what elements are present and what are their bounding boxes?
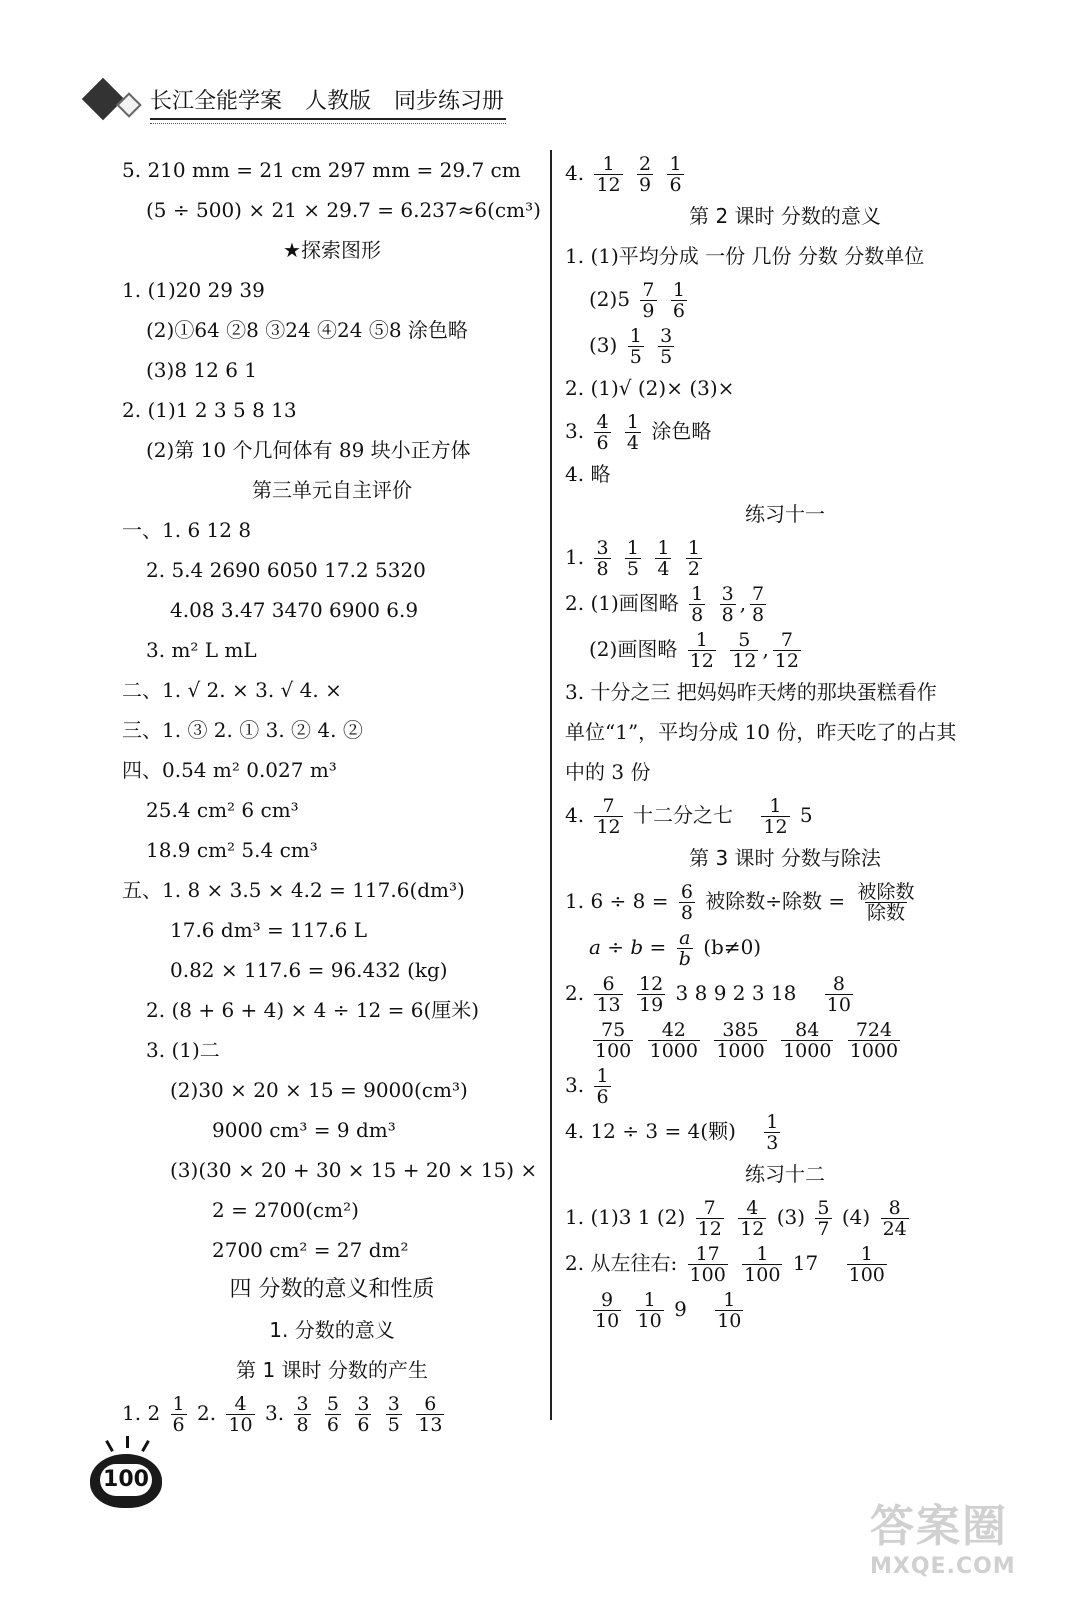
answer-line: 2. (1)√ (2)× (3)× [565,376,735,400]
answer-line: 4.08 3.47 3470 6900 6.9 [170,598,419,622]
watermark-url: MXQE.COM [870,1554,1016,1579]
answer-line: 一、1. 6 12 8 [122,518,252,542]
fraction: $\frac{6}{13}$ [596,973,621,1016]
fraction: $\frac{75}{100}$ [595,1019,632,1062]
answer-line: 2. 5.4 2690 6050 17.2 5320 [146,558,426,582]
fraction: $\frac{5}{6}$ [326,1393,339,1436]
answer-line: 二、1. √ 2. × 3. √ 4. × [122,678,342,702]
answer-line-fractions: (2)画图略 $\frac{1}{12}$ $\frac{5}{12}$ , $\frac{7}{12}$ [589,629,799,672]
fraction: $\frac{1}{6}$ [596,1065,609,1108]
answer-line: (3)(30 × 20 + 30 × 15 + 20 × 15) × [170,1158,538,1182]
fraction: $\frac{1}{6}$ [672,279,685,322]
fraction: $\frac{1}{12}$ [689,629,714,672]
answer-line-fractions: a ÷ b = $\frac{a}{b}$ (b≠0) [589,927,762,970]
fraction: $\frac{1}{10}$ [717,1289,742,1332]
fraction: $\frac{1}{100}$ [744,1243,781,1286]
fraction: $\frac{7}{12}$ [596,795,621,838]
fraction: $\frac{a}{b}$ [678,927,691,970]
fraction: $\frac{1}{3}$ [766,1111,779,1154]
fraction: $\frac{1}{12}$ [763,795,788,838]
fraction: $\frac{1}{8}$ [691,583,704,626]
fraction: $\frac{1}{2}$ [687,537,700,580]
answer-line-fractions: 2. (1)画图略 $\frac{1}{8}$ $\frac{3}{8}$ , $\frac{7}{8}$ [565,583,765,626]
answer-line: 3. m² L mL [146,638,257,662]
fraction: $\frac{1}{12}$ [596,153,621,196]
watermark [870,1490,1040,1580]
fraction: $\frac{1}{5}$ [626,537,639,580]
answer-line-fractions: 3. $\frac{4}{6}$ $\frac{1}{4}$ 涂色略 [565,411,712,454]
fraction: $\frac{1}{10}$ [637,1289,662,1332]
fraction: $\frac{9}{10}$ [595,1289,620,1332]
answer-line-fractions: 1. (1)3 1 (2) $\frac{7}{12}$ $\frac{4}{12}$ (3) $\frac{5}{7}$ (4) $\frac{8}{24}$ [565,1197,907,1240]
fraction: $\frac{1}{4}$ [657,537,670,580]
answer-line-fractions: 1. 6 ÷ 8 = $\frac{6}{8}$ 被除数÷除数 = $\frac{\text{被除数}}{\text{除数}}$ [565,881,915,924]
fraction: $\frac{12}{19}$ [639,973,664,1016]
answer-line: 2700 cm² = 27 dm² [212,1238,409,1262]
answer-line-fractions: (3) $\frac{1}{5}$ $\frac{3}{5}$ [589,325,673,368]
spark-icon [105,1440,114,1452]
book-title [150,84,520,115]
left-column [122,150,542,1436]
header-rule [150,118,506,120]
answer-line: 0.82 × 117.6 = 96.432 (kg) [170,958,448,982]
fraction: $\frac{6}{8}$ [680,881,693,924]
fraction: $\frac{1}{6}$ [669,153,682,196]
answer-line: 五、1. 8 × 3.5 × 4.2 = 117.6(dm³) [122,878,465,902]
answer-line: 2 = 2700(cm²) [212,1198,359,1222]
answer-line: 三、1. ③ 2. ① 3. ② 4. ② [122,718,363,742]
answer-line: 四、0.54 m² 0.027 m³ [122,758,337,782]
answer-line: 5. 210 mm = 21 cm 297 mm = 29.7 cm [122,158,521,182]
fraction: $\frac{4}{12}$ [740,1197,765,1240]
lesson-heading: 第 2 课时 分数的意义 [689,204,881,228]
answer-line-fractions: 4. $\frac{7}{12}$ 十二分之七 $\frac{1}{12}$ 5 [565,795,813,838]
answer-line-fractions: $\frac{9}{10}$ $\frac{1}{10}$ 9 $\frac{1}{10}$ [595,1289,742,1332]
diamond-logo-icon [82,78,124,120]
fraction: $\frac{7}{12}$ [774,629,799,672]
fraction: $\frac{8}{24}$ [882,1197,907,1240]
answer-line-fractions: 1. $\frac{3}{8}$ $\frac{1}{5}$ $\frac{1}{4}$ $\frac{1}{2}$ [565,537,700,580]
answer-line: 1. (1)平均分成 一份 几份 分数 分数单位 [565,244,925,268]
fraction: $\frac{385}{1000}$ [716,1019,765,1062]
fraction: $\frac{5}{12}$ [732,629,757,672]
fraction: $\frac{3}{8}$ [721,583,734,626]
fraction: $\frac{724}{1000}$ [849,1019,899,1062]
fraction: $\frac{7}{8}$ [752,583,765,626]
answer-line: 9000 cm³ = 9 dm³ [212,1118,396,1142]
lesson-heading: 第 3 课时 分数与除法 [689,846,881,870]
section-heading: ★探索图形 [283,238,381,262]
answer-line: (2)30 × 20 × 15 = 9000(cm³) [170,1078,468,1102]
fraction: $\frac{1}{5}$ [629,325,642,368]
answer-line: 单位“1”，平均分成 10 份，昨天吃了的占其 [565,720,957,744]
answer-line: 25.4 cm² 6 cm³ [146,798,299,822]
watermark-text: 答案圈 [870,1501,1008,1552]
answer-line: (2)第 10 个几何体有 89 块小正方体 [146,438,471,462]
fraction: $\frac{3}{6}$ [357,1393,370,1436]
answer-line: 2. (8 + 6 + 4) × 4 ÷ 12 = 6(厘米) [146,998,480,1022]
fraction: $\frac{1}{6}$ [172,1393,185,1436]
fraction: $\frac{84}{1000}$ [783,1019,832,1062]
answer-line: (5 ÷ 500) × 21 × 29.7 = 6.237≈6(cm³) [146,198,541,222]
header-dotted-rule [150,123,506,124]
answer-line: 17.6 dm³ = 117.6 L [170,918,368,942]
page-number-badge [86,1440,166,1510]
answer-line: 3. 十分之三 把妈妈昨天烤的那块蛋糕看作 [565,680,937,704]
title-type: 同步练习册 [394,89,505,114]
answer-line-fractions: 2. $\frac{6}{13}$ $\frac{12}{19}$ 3 8 9 2 3 18 $\frac{8}{10}$ [565,973,851,1016]
fraction: $\frac{2}{9}$ [639,153,652,196]
fraction: $\frac{3}{8}$ [296,1393,309,1436]
answer-line-fractions: 1. 2 $\frac{1}{6}$ 2. $\frac{4}{10}$ 3. $\frac{3}{8}$ $\frac{5}{6}$ $\frac{3}{6}$ $\frac{3}{5}$ $\frac{6}{13}$ [122,1393,443,1436]
answer-line: 1. (1)20 29 39 [122,278,265,302]
answer-line: 2. (1)1 2 3 5 8 13 [122,398,297,422]
answer-line: (3)8 12 6 1 [146,358,258,382]
fraction: $\frac{6}{13}$ [418,1393,443,1436]
section-heading: 第三单元自主评价 [252,478,412,502]
spark-icon [126,1436,129,1448]
answer-line-fractions: 4. $\frac{1}{12}$ $\frac{2}{9}$ $\frac{1}{6}$ [565,153,682,196]
answer-line: 3. (1)二 [146,1038,220,1062]
section-heading: 1. 分数的意义 [269,1318,395,1342]
answer-line: 4. 略 [565,462,611,486]
page-header [70,70,510,130]
answer-line-fractions [565,1016,1005,1062]
fraction: $\frac{\text{被除数}}{\text{除数}}$ [857,881,915,924]
fraction: $\frac{3}{8}$ [596,537,609,580]
fraction: $\frac{5}{7}$ [817,1197,830,1240]
section-heading: 练习十一 [745,502,825,526]
fraction: $\frac{1}{4}$ [626,411,639,454]
fraction: $\frac{3}{5}$ [387,1393,400,1436]
answer-line-fractions: 4. 12 ÷ 3 = 4(颗) $\frac{1}{3}$ [565,1111,779,1154]
fraction: $\frac{8}{10}$ [826,973,851,1016]
answer-line-fractions: 2. 从左往右: $\frac{17}{100}$ $\frac{1}{100}$ 17 $\frac{1}{100}$ [565,1243,885,1286]
fraction: $\frac{3}{5}$ [660,325,673,368]
answer-line-fractions: (2)5 $\frac{7}{9}$ $\frac{1}{6}$ [589,279,685,322]
title-edition: 人教版 [305,89,372,114]
fraction: $\frac{1}{100}$ [848,1243,885,1286]
answer-line: 中的 3 份 [565,760,651,784]
chapter-heading: 四 分数的意义和性质 [229,1277,435,1302]
answer-line: (2)①64 ②8 ③24 ④24 ⑤8 涂色略 [146,318,468,342]
fraction: $\frac{7}{12}$ [697,1197,722,1240]
answer-line-fractions: 3. $\frac{1}{6}$ [565,1065,609,1108]
fraction: $\frac{4}{10}$ [228,1393,253,1436]
fraction: $\frac{4}{6}$ [596,411,609,454]
lesson-heading: 第 1 课时 分数的产生 [236,1358,428,1382]
fraction: $\frac{42}{1000}$ [649,1019,698,1062]
title-series: 长江全能学案 [150,89,283,114]
fraction: $\frac{7}{9}$ [642,279,655,322]
page-number: 100 [100,1464,152,1496]
column-divider [550,150,552,1420]
right-column [565,150,1005,1332]
spark-icon [141,1440,150,1452]
fraction: $\frac{17}{100}$ [689,1243,726,1286]
section-heading: 练习十二 [745,1162,825,1186]
answer-line: 18.9 cm² 5.4 cm³ [146,838,318,862]
